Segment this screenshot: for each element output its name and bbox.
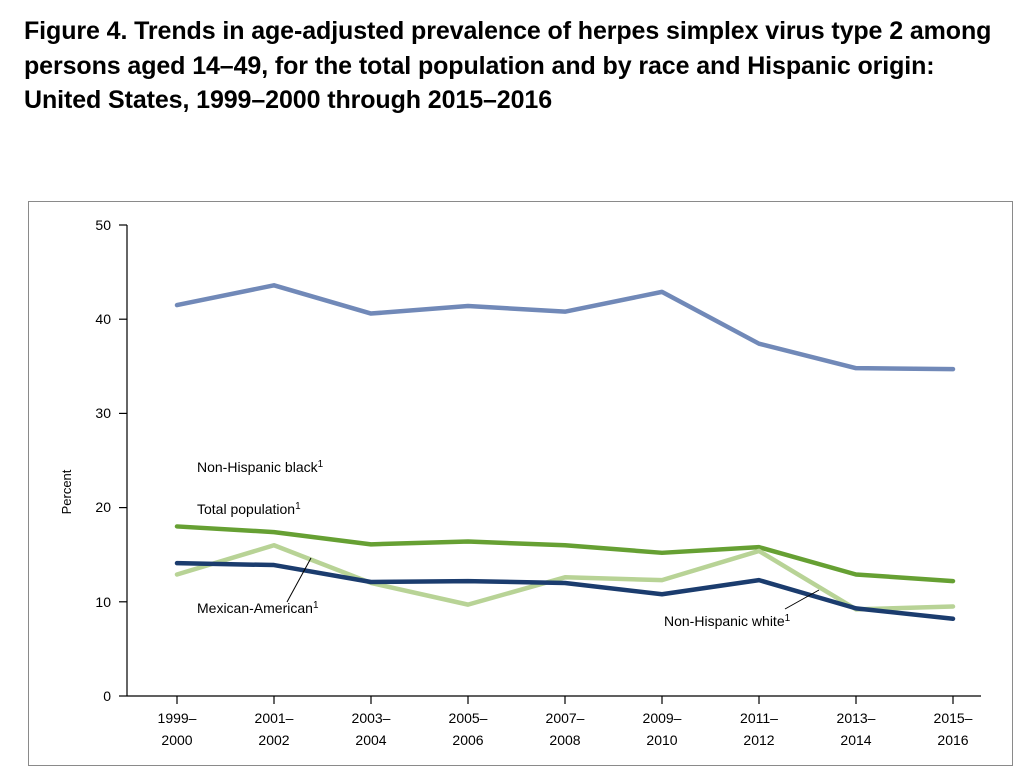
x-tick-label-bottom: 2008 xyxy=(549,732,581,748)
annotation-non-hispanic-black: Non-Hispanic black$^1$ xyxy=(197,459,324,475)
x-tick-label-top: 2013– xyxy=(836,710,876,726)
x-tick-label-bottom: 2006 xyxy=(452,732,484,748)
series-line-non-hispanic-black xyxy=(177,285,953,369)
x-tick-label-bottom: 2014 xyxy=(840,732,872,748)
line-chart xyxy=(29,202,1012,765)
y-tick-label: 40 xyxy=(95,311,111,327)
x-tick-label-bottom: 2010 xyxy=(646,732,678,748)
y-tick-label: 10 xyxy=(95,594,111,610)
x-tick-label-bottom: 2012 xyxy=(743,732,775,748)
x-tick-marks xyxy=(177,696,953,704)
x-tick-label-bottom: 2016 xyxy=(937,732,969,748)
x-tick-label-top: 2005– xyxy=(448,710,488,726)
series-layer xyxy=(177,285,953,618)
page-title: Figure 4. Trends in age-adjusted prevalence of herpes simplex virus type 2 among persons aged 14–49, for the total population and by race and Hispanic origin: United States, 1999–2000 through 2015–2016 xyxy=(24,17,992,114)
y-tick-label: 30 xyxy=(95,405,111,421)
x-tick-label-top: 2015– xyxy=(933,710,973,726)
y-tick-label: 50 xyxy=(95,217,111,233)
annotation-non-hispanic-white: Non-Hispanic white$^1$ xyxy=(664,613,791,629)
chart-frame xyxy=(28,201,1013,766)
x-tick-label-top: 2003– xyxy=(351,710,391,726)
leader-line-mexican-american xyxy=(287,558,311,602)
x-tick-label-top: 2001– xyxy=(254,710,294,726)
y-axis-title: Percent xyxy=(59,469,74,515)
annotation-mexican-american: Mexican-American$^1$ xyxy=(197,600,319,616)
x-tick-label-top: 1999– xyxy=(157,710,197,726)
x-tick-label-bottom: 2004 xyxy=(355,732,387,748)
y-tick-marks xyxy=(119,225,127,696)
x-tick-label-bottom: 2002 xyxy=(258,732,290,748)
x-tick-label-top: 2011– xyxy=(740,710,778,726)
y-tick-label: 0 xyxy=(103,688,111,704)
y-tick-label: 20 xyxy=(95,499,111,515)
x-tick-label-top: 2009– xyxy=(642,710,682,726)
annotation-total-population: Total population$^1$ xyxy=(197,501,301,517)
x-tick-label-top: 2007– xyxy=(545,710,585,726)
x-tick-label-bottom: 2000 xyxy=(161,732,193,748)
